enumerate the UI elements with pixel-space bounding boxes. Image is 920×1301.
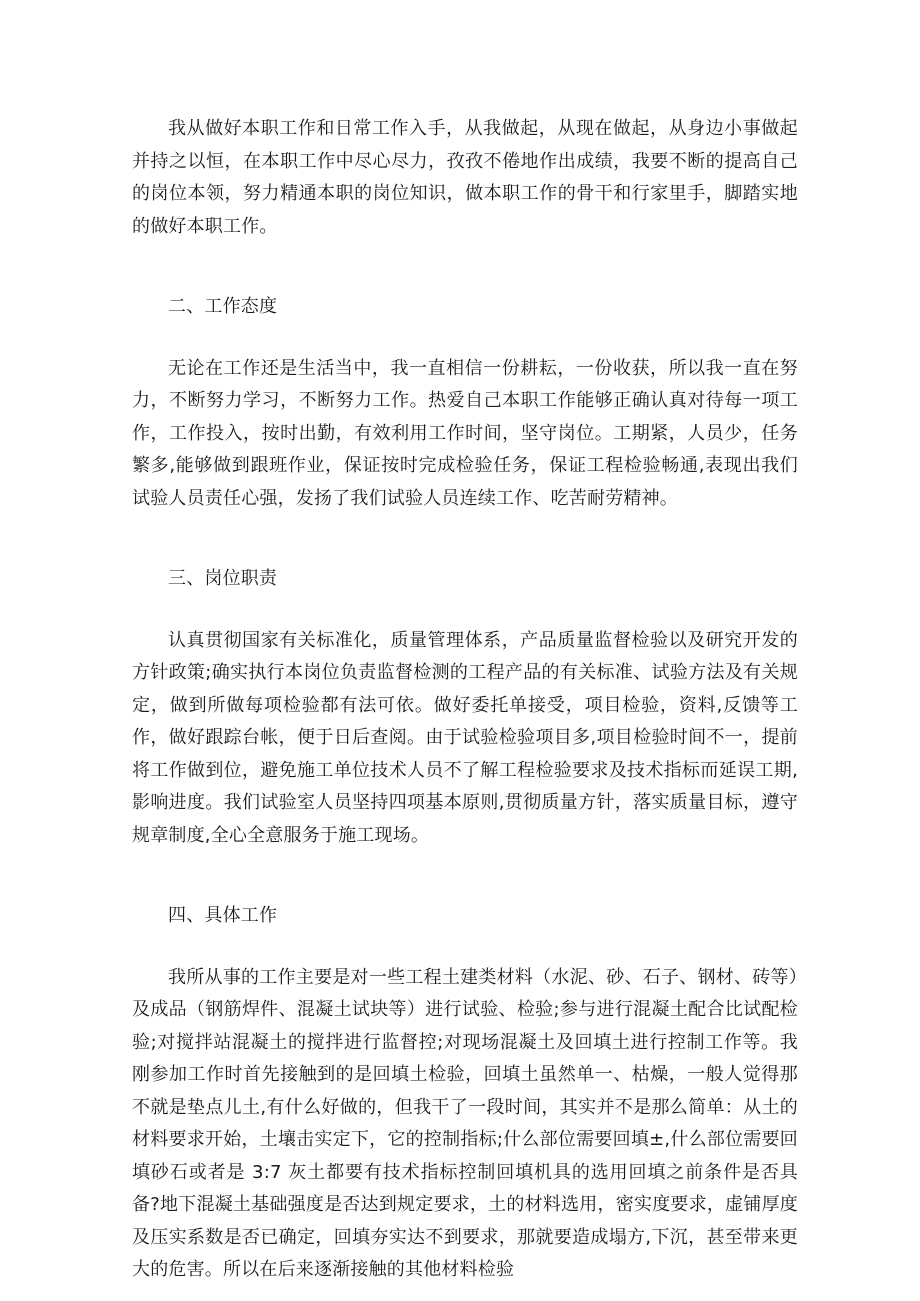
spacer xyxy=(132,324,798,353)
paragraph-intro: 我从做好本职工作和日常工作入手，从我做起，从现在做起，从身边小事做起并持之以恒，在本职工作中尽心尽力，孜孜不倦地作出成绩，我要不断的提高自己的岗位本领，努力精通本职的岗位知识，做本职工作的骨干和行家里手，脚踏实地的做好本职工作。 xyxy=(132,118,798,237)
section-heading-job-duties: 三、岗位职责 xyxy=(168,568,278,589)
spacer xyxy=(132,852,798,900)
section-heading-specific-work: 四、具体工作 xyxy=(168,905,278,926)
document-body xyxy=(132,113,798,1287)
paragraph-work-attitude: 无论在工作还是生活当中，我一直相信一份耕耘，一份收获，所以我一直在努力，不断努力学习，不断努力工作。热爱自己本职工作能够正确认真对待每一项工作，工作投入，按时出勤，有效利用工作时间，坚守岗位。工期紧，人员少，任务繁多,能够做到跟班作业，保证按时完成检验任务，保证工程检验畅通,表现出我们试验人员责任心强，发扬了我们试验人员连续工作、吃苦耐劳精神。 xyxy=(132,357,798,509)
spacer xyxy=(132,243,798,291)
spacer xyxy=(132,596,798,625)
paragraph-specific-work: 我所从事的工作主要是对一些工程土建类材料（水泥、砂、石子、钢材、砖等）及成品（钢筋焊件、混凝土试块等）进行试验、检验;参与进行混凝土配合比试配检验;对搅拌站混凝土的搅拌进行监督控;对现场混凝土及回填土进行控制工作等。我刚参加工作时首先接触到的是回填土检验，回填土虽然单一、枯燥，一般人觉得那不就是垫点儿土,有什么好做的，但我干了一段时间，其实并不是那么简单：从土的材料要求开始，土壤击实定下，它的控制指标;什么部位需要回填±,什么部位需要回填砂石或者是 3:7 灰土都要有技术指标控制回填机具的选用回填之前条件是否具备?地下混凝土基础强度是否达到规定要求，土的材料选用，密实度要求，虚铺厚度及压实系数是否已确定，回填夯实达不到要求，那就要造成塌方,下沉，甚至带来更大的危害。所以在后来逐渐接触的其他材料检验 xyxy=(132,966,798,1280)
spacer xyxy=(132,515,798,563)
section-heading-work-attitude: 二、工作态度 xyxy=(168,296,278,317)
spacer xyxy=(132,933,798,962)
paragraph-job-duties: 认真贯彻国家有关标准化，质量管理体系，产品质量监督检验以及研究开发的方针政策;确实执行本岗位负责监督检测的工程产品的有关标准、试验方法及有关规定，做到所做每项检验都有法可依。做好委托单接受，项目检验，资料,反馈等工作，做好跟踪台帐，便于日后查阅。由于试验检验项目多,项目检验时间不一，提前将工作做到位，避免施工单位技术人员不了解工程检验要求及技术指标而延误工期,影响进度。我们试验室人员坚持四项基本原则,贯彻质量方针，落实质量目标，遵守规章制度,全心全意服务于施工现场。 xyxy=(132,629,798,846)
